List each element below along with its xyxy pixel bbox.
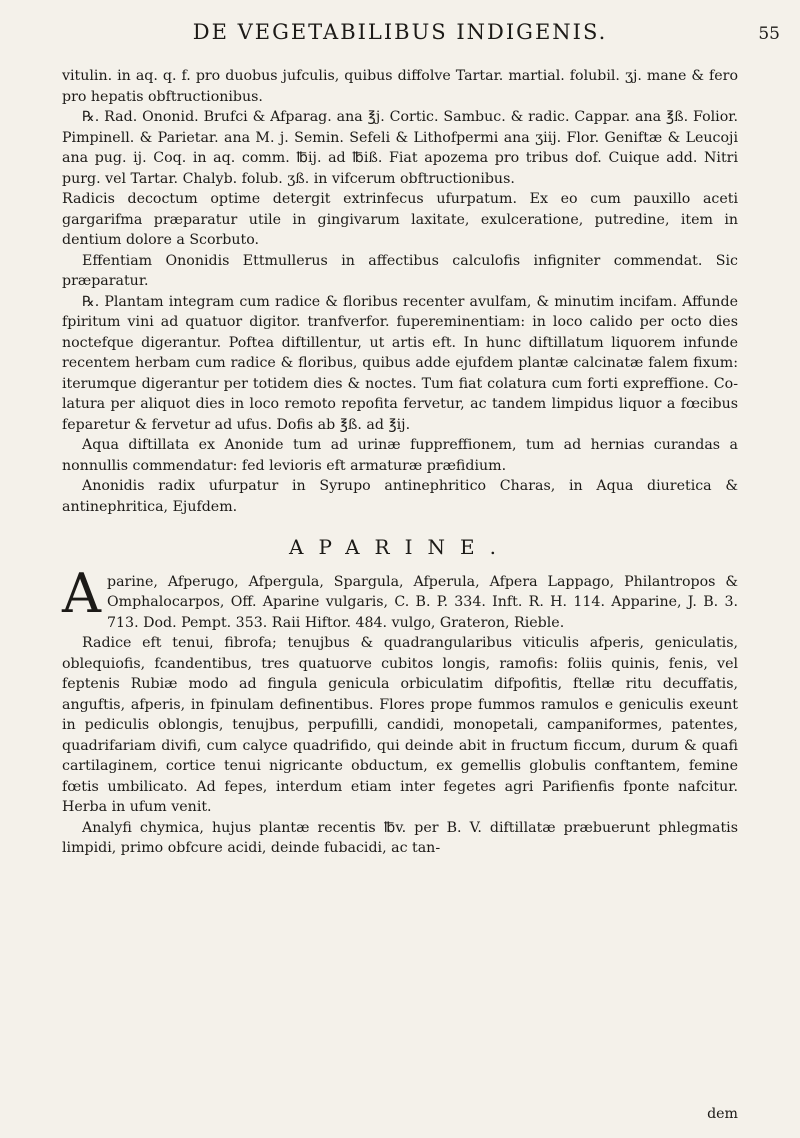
aparine-synonyms-text: parine, Afperugo, Afpergula, Spargula, Afperula, Afpera Lappago, Philantropos & Omphalocarpos, Off. Aparine vulgaris, C. B. P. 334. Inft. R. H. 114. Apparine, J. B. 3. 713. Dod. Pempt. 353. Raii Hiftor. 484. vulgo, Grateron, Rieble. [107,573,738,631]
aparine-analysis: Analyfi chymica, hujus plantæ recentis ℔v. per B. V. diftillatæ præbuerunt phlegmatis limpidi, primo obfcure acidi, deinde fubacidi, ac tan- [62,819,738,856]
aparine-synonyms [62,561,738,634]
drop-cap: A [62,561,101,625]
running-title: DE VEGETABILIBUS INDIGENIS. [192,20,608,44]
paragraph-recipe-continuation: vitulin. in aq. q. f. pro duobus jufculis, quibus diffolve Tartar. martial. folubil. ʒj. mane & fero pro hepatis obftructionibus. [62,68,738,105]
catchword: dem [707,1106,738,1122]
page-body [62,66,738,859]
paragraph-distilled-water: Aqua diftillata ex Anonide tum ad urinæ fuppreffionem, tum ad hernias curandas a nonnullis commendatur: fed levioris eft armaturæ præfidium. [62,437,738,474]
paragraph-decoction: Radicis decoctum optime detergit extrinfecus ufurpatum. Ex eo cum pauxillo aceti gargarifma præparatur utile in gingivarum laxitate, exulceratione, putredine, item in dentium dolore a Scorbuto. [62,191,738,248]
page-header [90,20,780,54]
paragraph-essence-recipe: ℞. Plantam integram cum radice & floribus recenter avulfam, & minutim incifam. Affunde fpiritum vini ad quatuor digitor. tranfverfor. fupereminentiam: in loco calido per octo dies noctefque digerantur. Poftea diftillentur, ut artis eft. In hunc diftillatum liquorem infunde recentem herbam cum radice & floribus, quibus adde ejufdem plantæ calcinatæ falem fixum: iterumque digerantur per totidem dies & noctes. Tum fiat colatura cum forti expreffione. Colatura per aliquot dies in loco remoto repofita fervetur, ac tandem limpidus liquor a fœcibus feparetur & fervetur ad ufus. Dofis ab ℥ß. ad ℥ij. [62,293,738,433]
paragraph-syrup: Anonidis radix ufurpatur in Syrupo antinephritico Charas, in Aqua diuretica & antinephritica, Ejufdem. [62,478,738,515]
paragraph-essence: Effentiam Ononidis Ettmullerus in affectibus calculofis infigniter commendat. Sic præparatur. [62,252,738,289]
aparine-description: Radice eft tenui, fibrofa; tenujbus & quadrangularibus viticulis afperis, geniculatis, oblequiofis, fcandentibus, tres quatuorve cubitos longis, ramofis: foliis quinis, fenis, vel feptenis Rubiæ modo ad fingula genicula orbiculatim difpofitis, ftellæ ritu decuffatis, anguftis, afperis, in fpinulam definentibus. Flores prope fummos ramulos e geniculis exeunt in pediculis oblongis, tenujbus, perpufilli, candidi, monopetali, campaniformes, patentes, quadrifariam divifi, cum calyce quadrifido, qui deinde abit in fructum ficcum, durum & quafi cartilaginem, cortice tenui nigricante obductum, ex gemellis globulis conftantem, femine fœtis umbilicato. Ad fepes, interdum etiam inter fegetes agri Parifienfis fponte nafcitur. Herba in ufum venit. [62,635,738,815]
section-heading: APARINE. [289,535,511,559]
paragraph-apozema-recipe: ℞. Rad. Ononid. Brufci & Afparag. ana ℥j. Cortic. Sambuc. & radic. Cappar. ana ℥ß. Folior. Pimpinell. & Parietar. ana M. j. Semin. Sefeli & Lithofpermi ana ʒiij. Flor. Geniftæ & Leucoji ana pug. ij. Coq. in aq. comm. ℔ij. ad ℔iß. Fiat apozema pro tribus dof. Cuique add. Nitri purg. vel Tartar. Chalyb. folub. ʒß. in vifcerum obftructionibus. [62,109,738,187]
page-number: 55 [758,24,780,44]
